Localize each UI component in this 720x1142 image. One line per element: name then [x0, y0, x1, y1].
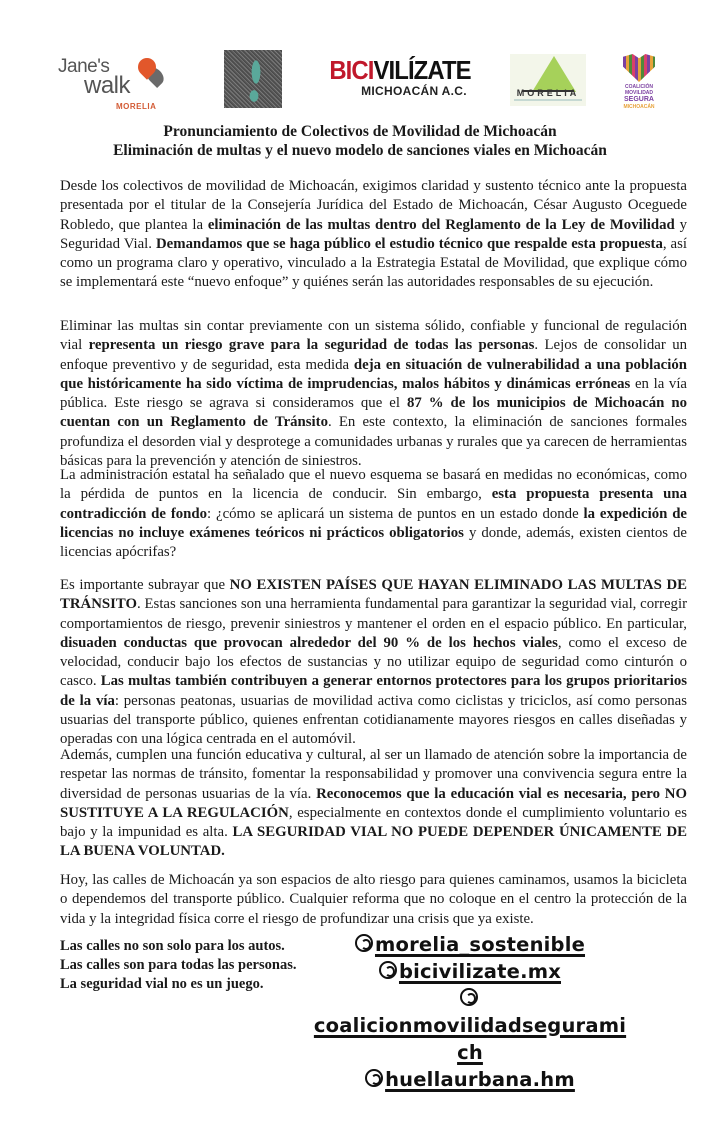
title-line-2: Eliminación de multas y el nuevo modelo de sanciones viales en Michoacán	[113, 142, 607, 159]
text-run: Hoy, las calles de Michoacán ya son espacios de alto riesgo para quienes caminamos, usamos la bicicleta o dependemos del transporte público. Cualquier reforma que no coloque en el centro la protección de la vida y la integridad física corre el riesgo de profundizar una crisis que ya existe.	[60, 872, 687, 927]
text-run: , especialmente en contextos donde el cumplimiento voluntario es bajo y la impunidad es alta.	[60, 804, 688, 841]
paragraph-3	[60, 466, 687, 562]
heart-map-icon	[623, 54, 655, 82]
bold-run: representa un riesgo grave para la seguridad de todas las personas	[88, 337, 535, 354]
threads-icon	[460, 988, 478, 1006]
closing-line-1: Las calles no son solo para los autos.	[60, 938, 285, 954]
text-run: y donde, además, existen cientos de licencias apócrifas?	[60, 524, 687, 561]
text-run: en la vía pública. Este riesgo se agrava si consideramos que el	[60, 375, 687, 412]
closing-line-3: La seguridad vial no es un juego.	[60, 976, 264, 993]
morelia-logo-text: MORELIA	[516, 88, 580, 98]
text-run: Eliminar las multas sin contar previamente con un sistema sólido, confiable y funcional de regulación vial	[60, 318, 687, 354]
bicivilizate-logo-black: VILÍZATE	[373, 55, 471, 85]
handle-morelia-sostenible[interactable]	[312, 931, 628, 958]
paragraph-4	[60, 576, 687, 750]
logo-bar	[0, 48, 720, 112]
text-run: . En este contexto, la eliminación de sanciones formales profundiza el desorden vial y desprotege a comunidades urbanas y rurales que ya carecen de herramientas básicas para la prevención y atención de siniestros.	[60, 414, 687, 470]
text-run: Desde los colectivos de movilidad de Michoacán, exigimos claridad y sustento técnico ante la propuesta presentada por el titular de la Consejería Jurídica del Estado de Michoacán, César Augusto Oceguede Robledo, que plantea la	[60, 178, 687, 233]
title-line-1: Pronunciamiento de Colectivos de Movilidad de Michoacán	[163, 123, 557, 140]
text-run: y Seguridad Vial.	[60, 216, 687, 252]
janes-walk-logo	[58, 54, 158, 111]
text-run: , como el exceso de velocidad, conducir bajo los efectos de sustancias y no utilizar equipo de seguridad como cinturón o casco.	[60, 634, 687, 690]
bold-run: LA SEGURIDAD VIAL NO PUEDE DEPENDER ÚNICAMENTE DE LA BUENA VOLUNTAD.	[60, 824, 688, 860]
text-run: . Estas sanciones son una herramienta fundamental para garantizar la seguridad vial, corregir comportamientos de riesgo, prevenir siniestros y mantener el orden en el espacio público. En particular,	[60, 596, 687, 632]
morelia-logo-tagline	[514, 99, 582, 101]
bold-run: esta propuesta presenta una contradicción de fondo	[60, 486, 688, 522]
text-run: Es importante subrayar que	[60, 577, 230, 593]
bold-run: la expedición de licencias no incluye exámenes teóricos ni prácticos obligatorios	[60, 505, 687, 541]
document-title	[0, 122, 720, 160]
janes-walk-logo-city: MORELIA	[116, 102, 157, 111]
bicivilizate-logo-subtitle: MICHOACÁN A.C.	[361, 84, 467, 98]
janes-walk-logo-line1: Jane's	[58, 56, 110, 77]
bicivilizate-logo-wordmark	[328, 56, 472, 84]
bicivilizate-logo	[322, 56, 478, 106]
handle-huellaurbana[interactable]	[312, 1066, 628, 1093]
coalicion-logo-line3: SEGURA	[624, 96, 654, 103]
bold-run: Las multas también contribuyen a generar entornos protectores para los grupos prioritarios de la vía	[60, 673, 687, 709]
janes-walk-logo-line2: walk	[84, 72, 131, 99]
text-run: La administración estatal ha señalado que el nuevo esquema se basará en medidas no económicas, como la pérdida de puntos en la licencia de conducir. Sin embargo,	[60, 467, 687, 503]
bold-run: eliminación de las multas dentro del Reglamento de la Ley de Movilidad	[207, 216, 675, 233]
bold-run: deja en situación de vulnerabilidad a una población que históricamente ha sido víctima de imprudencias, malos hábitos y dinámicas erróneas	[60, 356, 687, 392]
bold-run: disuaden conductas que provocan alrededor del 90 % de los hechos viales	[60, 634, 558, 651]
text-run: Además, cumplen una función educativa y cultural, al ser un llamado de atención sobre la importancia de respetar las normas de tránsito, fomentar la responsabilidad y promover una convivencia segura entre la diversidad de personas usuarias de la vía.	[60, 747, 687, 802]
handle-bicivilizate[interactable]	[312, 958, 628, 985]
text-run: : personas peatonas, usuarias de movilidad activa como ciclistas y triciclos, así como personas usuarias del transporte público, quienes enfrentan cotidianamente mayores riesgos en calles diseñadas y operadas con una lógica centrada en el automóvil.	[60, 692, 687, 748]
social-handles	[312, 931, 628, 1093]
threads-icon	[379, 961, 397, 979]
paragraph-5	[60, 746, 687, 862]
paragraph-2	[60, 317, 687, 471]
coalicion-logo-line4: MICHOACÁN	[623, 104, 655, 110]
bold-run: 87 % de los municipios de Michoacán no cuentan con un Reglamento de Tránsito	[60, 395, 687, 431]
bicivilizate-logo-red: BICI	[329, 55, 374, 85]
bold-run: NO EXISTEN PAÍSES QUE HAYAN ELIMINADO LAS MULTAS DE TRÁNSITO	[60, 577, 687, 613]
closing-statement	[60, 937, 340, 995]
handle-text[interactable]: coalicionmovilidadsegurami	[313, 1014, 627, 1037]
handle-coalicion[interactable]	[312, 985, 628, 1039]
handle-text[interactable]: morelia_sostenible	[374, 933, 586, 956]
paragraph-6	[60, 871, 687, 929]
coalicion-logo	[617, 52, 661, 110]
morelia-logo	[510, 54, 586, 106]
bold-run: Reconocemos que la educación vial es necesaria, pero NO SUSTITUYE A LA REGULACIÓN	[60, 785, 687, 821]
paragraph-1	[60, 177, 687, 293]
handle-text[interactable]: bicivilizate.mx	[398, 960, 561, 983]
coalicion-logo-line1: COALICIÓN	[624, 84, 654, 90]
closing-line-2: Las calles son para todas las personas.	[60, 957, 297, 974]
footprint-noise-logo	[224, 50, 282, 108]
text-run: : ¿cómo se aplicará un sistema de puntos en un estado donde	[207, 505, 584, 522]
handle-text[interactable]: huellaurbana.hm	[385, 1068, 575, 1091]
text-run: . Lejos de consolidar un enfoque preventivo y de seguridad, esta medida	[60, 337, 687, 373]
bold-run: Demandamos que se haga público el estudio técnico que respalde esta propuesta	[155, 235, 663, 252]
threads-icon	[365, 1069, 383, 1087]
handle-coalicion-continuation[interactable]	[312, 1039, 628, 1066]
text-run: , así como un programa claro y operativo, vinculado a la Estrategia Estatal de Movilidad, que explique cómo se implementará este “nuevo enfoque” y quiénes serán las autoridades responsables de su ejecución.	[60, 235, 687, 291]
coalicion-logo-line2: MOVILIDAD	[624, 90, 654, 96]
handle-text[interactable]: ch	[457, 1041, 483, 1064]
threads-icon	[355, 934, 373, 952]
